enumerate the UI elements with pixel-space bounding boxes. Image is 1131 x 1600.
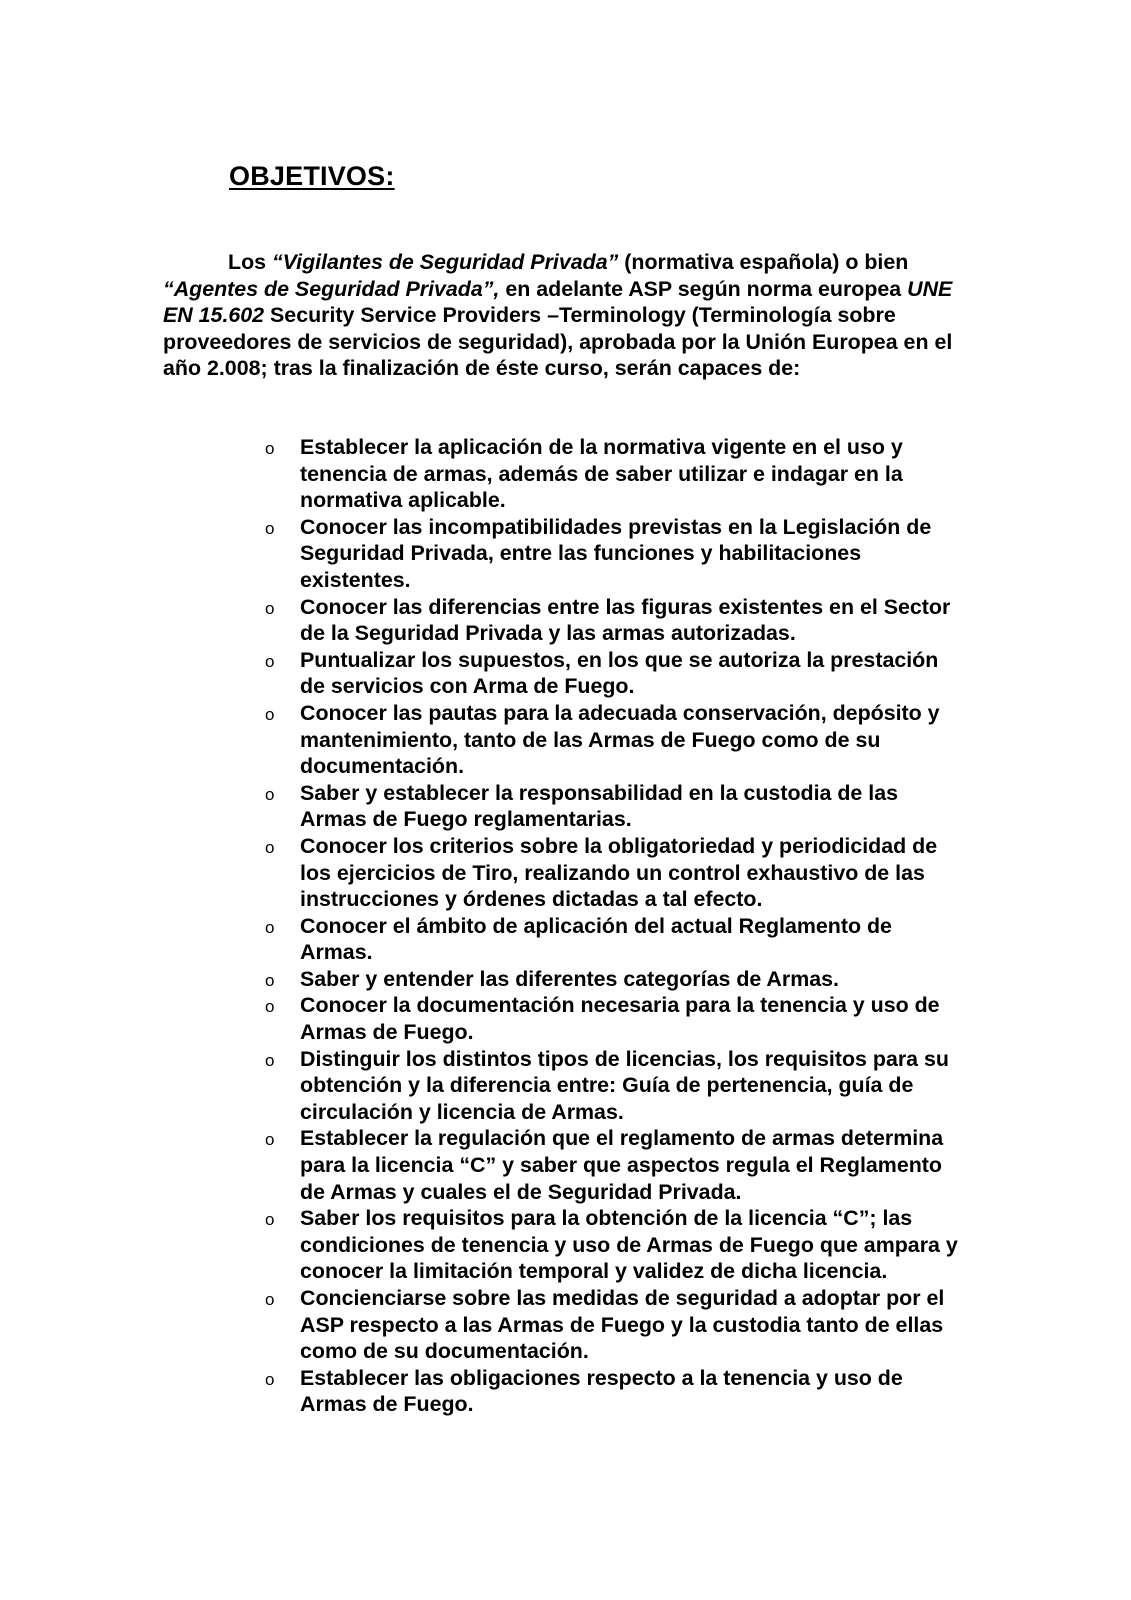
bullet-icon: o [265, 837, 275, 857]
objective-item [0, 594, 965, 647]
objective-item [0, 833, 965, 913]
objective-item [0, 913, 965, 966]
intro-term-agentes: “Agentes de Seguridad Privada”, [163, 276, 500, 301]
objective-text: Conocer las incompatibilidades previstas en la Legislación de Seguridad Privada, entre las funciones y habilitaciones existentes. [300, 514, 932, 592]
bullet-icon: o [265, 1050, 275, 1070]
objective-item [0, 1285, 965, 1365]
objective-text: Conocer las pautas para la adecuada conservación, depósito y mantenimiento, tanto de las Armas de Fuego como de su documentación. [300, 700, 940, 779]
objective-item [0, 992, 965, 1045]
bullet-icon: o [265, 439, 275, 458]
page-title: OBJETIVOS: [229, 161, 395, 191]
bullet-icon: o [265, 651, 275, 671]
objective-item [0, 434, 965, 514]
objective-item [0, 1125, 965, 1205]
objective-item [0, 966, 965, 993]
objective-text: Saber y entender las diferentes categorías de Armas. [300, 966, 839, 991]
intro-text-2: (normativa española) o bien [618, 250, 909, 274]
intro-text-1: Los [228, 250, 272, 274]
bullet-icon: o [265, 970, 275, 990]
objective-text: Conocer los criterios sobre la obligatoriedad y periodicidad de los ejercicios de Tiro, realizando un control exhaustivo de las instrucciones y órdenes dictadas a tal efecto. [300, 833, 938, 912]
objective-text: Distinguir los distintos tipos de licencias, los requisitos para su obtención y la diferencia entre: Guía de pertenencia, guía de circulación y licencia de Armas. [300, 1046, 949, 1124]
bullet-icon: o [265, 518, 275, 538]
bullet-icon: o [265, 917, 275, 937]
intro-text-3: en adelante ASP según norma europea [499, 276, 908, 301]
objective-text: Conocer las diferencias entre las figuras existentes en el Sector de la Seguridad Privada y las armas autorizadas. [300, 594, 951, 646]
objective-text: Puntualizar los supuestos, en los que se autoriza la prestación de servicios con Arma de Fuego. [300, 647, 939, 699]
bullet-icon: o [265, 1210, 275, 1230]
objective-item [0, 780, 965, 833]
intro-text-4: Security Service Providers –Terminology (Terminología sobre proveedores de servicios de seguridad), aprobada por la Unión Europea en el año 2.008; tras la finalización de éste curso, serán capaces de: [163, 303, 953, 381]
objective-item [0, 1205, 965, 1285]
intro-term-standard: UNE EN 15.602 [163, 276, 953, 328]
objective-text: Establecer la aplicación de la normativa vigente en el uso y tenencia de armas, además de saber utilizar e indagar en la normativa aplicable. [300, 435, 903, 513]
intro-term-vigilantes: “Vigilantes de Seguridad Privada” [271, 250, 619, 274]
intro-paragraph [163, 249, 963, 382]
objective-text: Conocer la documentación necesaria para la tenencia y uso de Armas de Fuego. [300, 993, 940, 1045]
bullet-icon: o [265, 598, 275, 618]
objective-text: Saber los requisitos para la obtención de la licencia “C”; las condiciones de tenencia y uso de Armas de Fuego que ampara y conocer la limitación temporal y validez de dicha licencia. [300, 1206, 958, 1284]
objective-item [0, 647, 965, 700]
bullet-icon: o [265, 997, 275, 1017]
bullet-icon: o [265, 1290, 275, 1309]
objective-text: Establecer la regulación que el reglamento de armas determina para la licencia “C” y saber que aspectos regula el Reglamento de Armas y cuales el de Seguridad Privada. [300, 1126, 944, 1204]
objective-text: Concienciarse sobre las medidas de seguridad a adoptar por el ASP respecto a las Armas de Fuego y la custodia tanto de ellas como de su documentación. [300, 1286, 945, 1364]
bullet-icon: o [265, 1130, 275, 1150]
objective-text: Establecer las obligaciones respecto a la tenencia y uso de Armas de Fuego. [300, 1365, 903, 1417]
objective-text: Saber y establecer la responsabilidad en la custodia de las Armas de Fuego reglamentarias. [300, 780, 898, 832]
objective-item [0, 700, 965, 780]
objective-text: Conocer el ámbito de aplicación del actual Reglamento de Armas. [300, 913, 892, 965]
objective-item [0, 1365, 965, 1418]
bullet-icon: o [265, 1369, 275, 1389]
objective-item [0, 1046, 965, 1126]
bullet-icon: o [265, 784, 275, 804]
objectives-list [0, 434, 1131, 1418]
objective-item [0, 514, 965, 594]
bullet-icon: o [265, 704, 275, 724]
